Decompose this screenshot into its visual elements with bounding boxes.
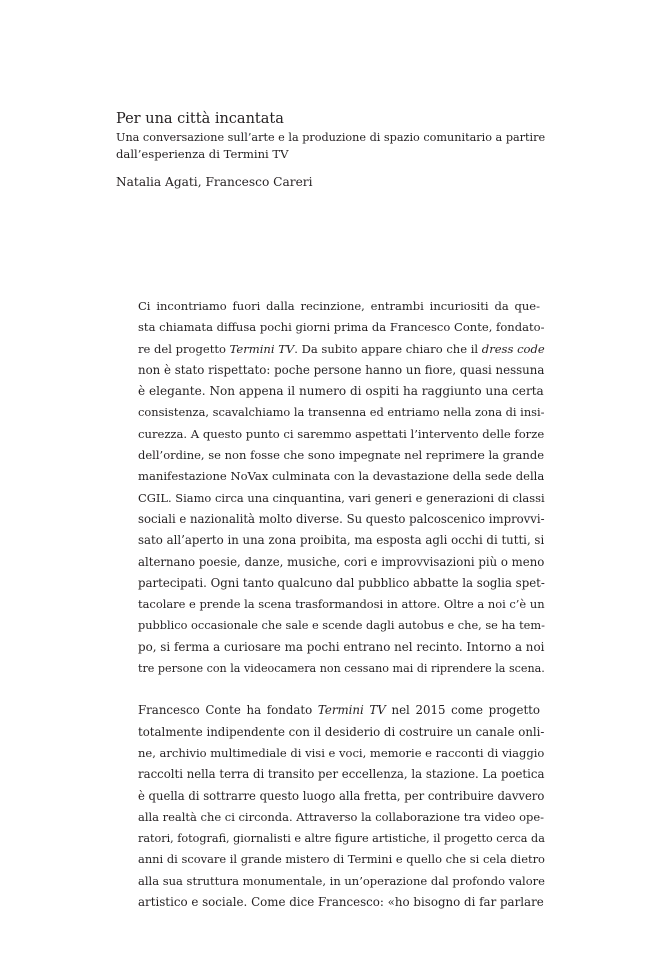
subtitle-line: dall’esperienza di Termini TV (116, 147, 289, 161)
text-line: alternano poesie, danze, musiche, cori e improvvisazioni più o meno (138, 554, 545, 569)
article-authors: Natalia Agati, Francesco Careri (116, 175, 313, 189)
paragraph-1 (116, 296, 545, 679)
text-line: sociali e nazionalità molto diverse. Su questo palcoscenico improvvi- (138, 511, 545, 526)
article-header (116, 110, 546, 190)
text-line: po, si ferma a curiosare ma pochi entrano nel recinto. Intorno a noi (138, 639, 545, 654)
text-line: ne, archivio multimediale di visi e voci, memorie e racconti di viaggio (138, 745, 545, 760)
text-line: pubblico occasionale che sale e scende dagli autobus e che, se ha tem- (138, 618, 545, 633)
text-line: sato all’aperto in una zona proibita, ma esposta agli occhi di tutti, si (138, 533, 545, 548)
italic-title: Termini TV (317, 703, 386, 718)
text-line: tacolare e prende la scena trasformandosi in attore. Oltre a noi c’è un (138, 597, 545, 612)
text-line: ratori, fotografi, giornalisti e altre figure artistiche, il progetto cerca da (138, 832, 545, 846)
text-line: tre persone con la videocamera non cessano mai di riprendere la scena. (138, 662, 545, 676)
article-body (116, 296, 545, 913)
italic-title: Termini TV (229, 341, 295, 356)
text-line: manifestazione NoVax culminata con la devastazione della sede della (138, 469, 545, 484)
text-line: alla sua struttura monumentale, in un’operazione dal profondo valore (138, 873, 545, 888)
subtitle-line: Una conversazione sull’arte e la produzione di spazio comunitario a partire (116, 131, 546, 144)
text-line: anni di scovare il grande mistero di Termini e quello che si cela dietro (138, 852, 545, 867)
text-line: totalmente indipendente con il desiderio di costruire un canale onli- (138, 724, 545, 739)
text-line: Ci incontriamo fuori dalla recinzione, entrambi incuriositi da que- (138, 299, 540, 313)
paragraph-2 (116, 700, 545, 913)
text-line: raccolti nella terra di transito per eccellenza, la stazione. La poetica (138, 767, 545, 782)
text-line: alla realtà che ci circonda. Attraverso la collaborazione tra video ope- (138, 809, 545, 824)
text-line: partecipati. Ogni tanto qualcuno dal pubblico abbatte la soglia spet- (138, 575, 545, 590)
italic-phrase: dress code (481, 341, 545, 356)
text-line: curezza. A questo punto ci saremmo aspettati l’intervento delle forze (138, 426, 545, 441)
text-line: non è stato rispettato: poche persone hanno un fiore, quasi nessuna (138, 362, 545, 377)
text-line: consistenza, scavalchiamo la transenna ed entriamo nella zona di insi- (138, 405, 545, 420)
article-title: Per una città incantata (116, 111, 284, 127)
article-subtitle (116, 130, 546, 162)
text-line: artistico e sociale. Come dice Francesco: «ho bisogno di far parlare (138, 895, 544, 910)
text-line: è quella di sottrarre questo luogo alla fretta, per contribuire davvero (138, 788, 545, 803)
text-line: dell’ordine, se non fosse che sono impegnate nel reprimere la grande (138, 448, 545, 463)
text-line: sta chiamata diffusa pochi giorni prima da Francesco Conte, fondato- (138, 320, 545, 335)
text-line: re del progetto Termini TV. Da subito appare chiaro che il dress code (138, 341, 545, 356)
text-line: CGIL. Siamo circa una cinquantina, vari generi e generazioni di classi (138, 490, 545, 505)
text-line: Francesco Conte ha fondato Termini TV nel 2015 come progetto (138, 703, 541, 718)
text-line: è elegante. Non appena il numero di ospiti ha raggiunto una certa (138, 384, 544, 399)
